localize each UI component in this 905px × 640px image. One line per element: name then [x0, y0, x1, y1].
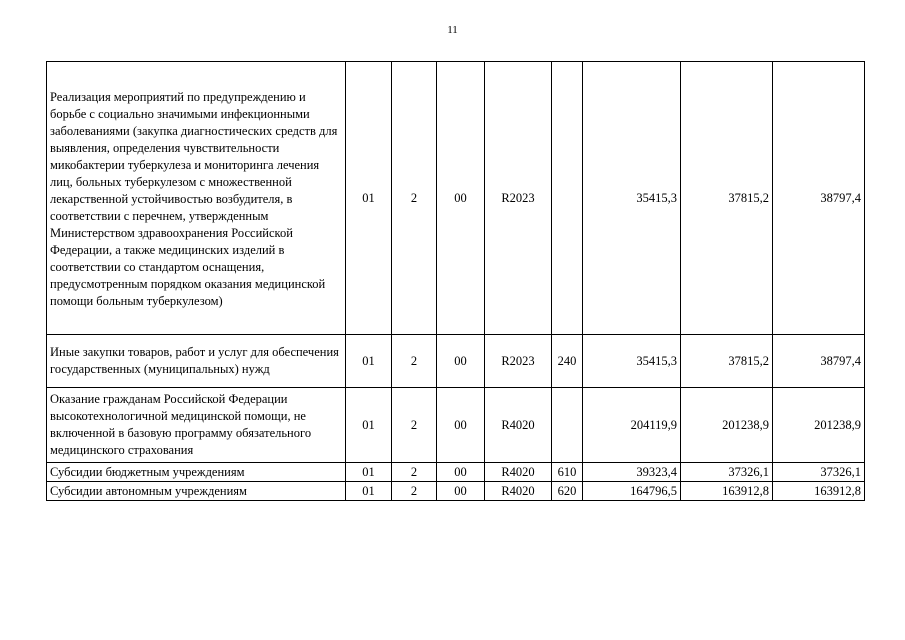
amount-year-2: 37815,2 — [681, 62, 773, 335]
amount-year-3: 38797,4 — [773, 335, 865, 388]
subprogram-code: 2 — [392, 388, 437, 463]
table-row — [47, 482, 865, 501]
expense-code: R2023 — [485, 62, 552, 335]
direction-code: 00 — [437, 335, 485, 388]
subprogram-code: 2 — [392, 62, 437, 335]
amount-year-1: 39323,4 — [583, 463, 681, 482]
expense-code: R4020 — [485, 482, 552, 501]
table-row — [47, 388, 865, 463]
program-code: 01 — [346, 62, 392, 335]
row-name: Оказание гражданам Российской Федерации высокотехнологичной медицинской помощи, не включенной в базовую программу обязательного медицинского страхования — [47, 388, 346, 463]
direction-code: 00 — [437, 463, 485, 482]
direction-code: 00 — [437, 388, 485, 463]
program-code: 01 — [346, 388, 392, 463]
amount-year-3: 37326,1 — [773, 463, 865, 482]
amount-year-1: 164796,5 — [583, 482, 681, 501]
amount-year-1: 35415,3 — [583, 335, 681, 388]
amount-year-3: 201238,9 — [773, 388, 865, 463]
subprogram-code: 2 — [392, 463, 437, 482]
row-name: Иные закупки товаров, работ и услуг для обеспечения государственных (муниципальных) нужд — [47, 335, 346, 388]
type-code: 610 — [552, 463, 583, 482]
type-code: 620 — [552, 482, 583, 501]
table-row — [47, 463, 865, 482]
row-name: Субсидии автономным учреждениям — [47, 482, 346, 501]
expense-code: R4020 — [485, 388, 552, 463]
subprogram-code: 2 — [392, 335, 437, 388]
row-name: Субсидии бюджетным учреждениям — [47, 463, 346, 482]
expense-code: R4020 — [485, 463, 552, 482]
amount-year-1: 35415,3 — [583, 62, 681, 335]
table-row — [47, 335, 865, 388]
row-name: Реализация мероприятий по предупреждению и борьбе с социально значимыми инфекционными заболеваниями (закупка диагностических средств для выявления, определения чувствительности микобактерии туберкулеза и мониторинга лечения лиц, больных туберкулезом с множественной лекарственной устойчивостью возбудителя, в соответствии с перечнем, утвержденным Министерством здравоохранения Российской Федерации, а также медицинских изделий в соответствии со стандартом оснащения, предусмотренным порядком оказания медицинской помощи больным туберкулезом) — [47, 62, 346, 335]
direction-code: 00 — [437, 482, 485, 501]
amount-year-2: 201238,9 — [681, 388, 773, 463]
amount-year-3: 38797,4 — [773, 62, 865, 335]
program-code: 01 — [346, 463, 392, 482]
amount-year-3: 163912,8 — [773, 482, 865, 501]
amount-year-2: 163912,8 — [681, 482, 773, 501]
type-code: 240 — [552, 335, 583, 388]
type-code — [552, 388, 583, 463]
program-code: 01 — [346, 482, 392, 501]
amount-year-2: 37815,2 — [681, 335, 773, 388]
amount-year-1: 204119,9 — [583, 388, 681, 463]
budget-table — [46, 61, 865, 501]
table-row — [47, 62, 865, 335]
direction-code: 00 — [437, 62, 485, 335]
amount-year-2: 37326,1 — [681, 463, 773, 482]
subprogram-code: 2 — [392, 482, 437, 501]
type-code — [552, 62, 583, 335]
program-code: 01 — [346, 335, 392, 388]
expense-code: R2023 — [485, 335, 552, 388]
page-number: 11 — [447, 24, 458, 36]
